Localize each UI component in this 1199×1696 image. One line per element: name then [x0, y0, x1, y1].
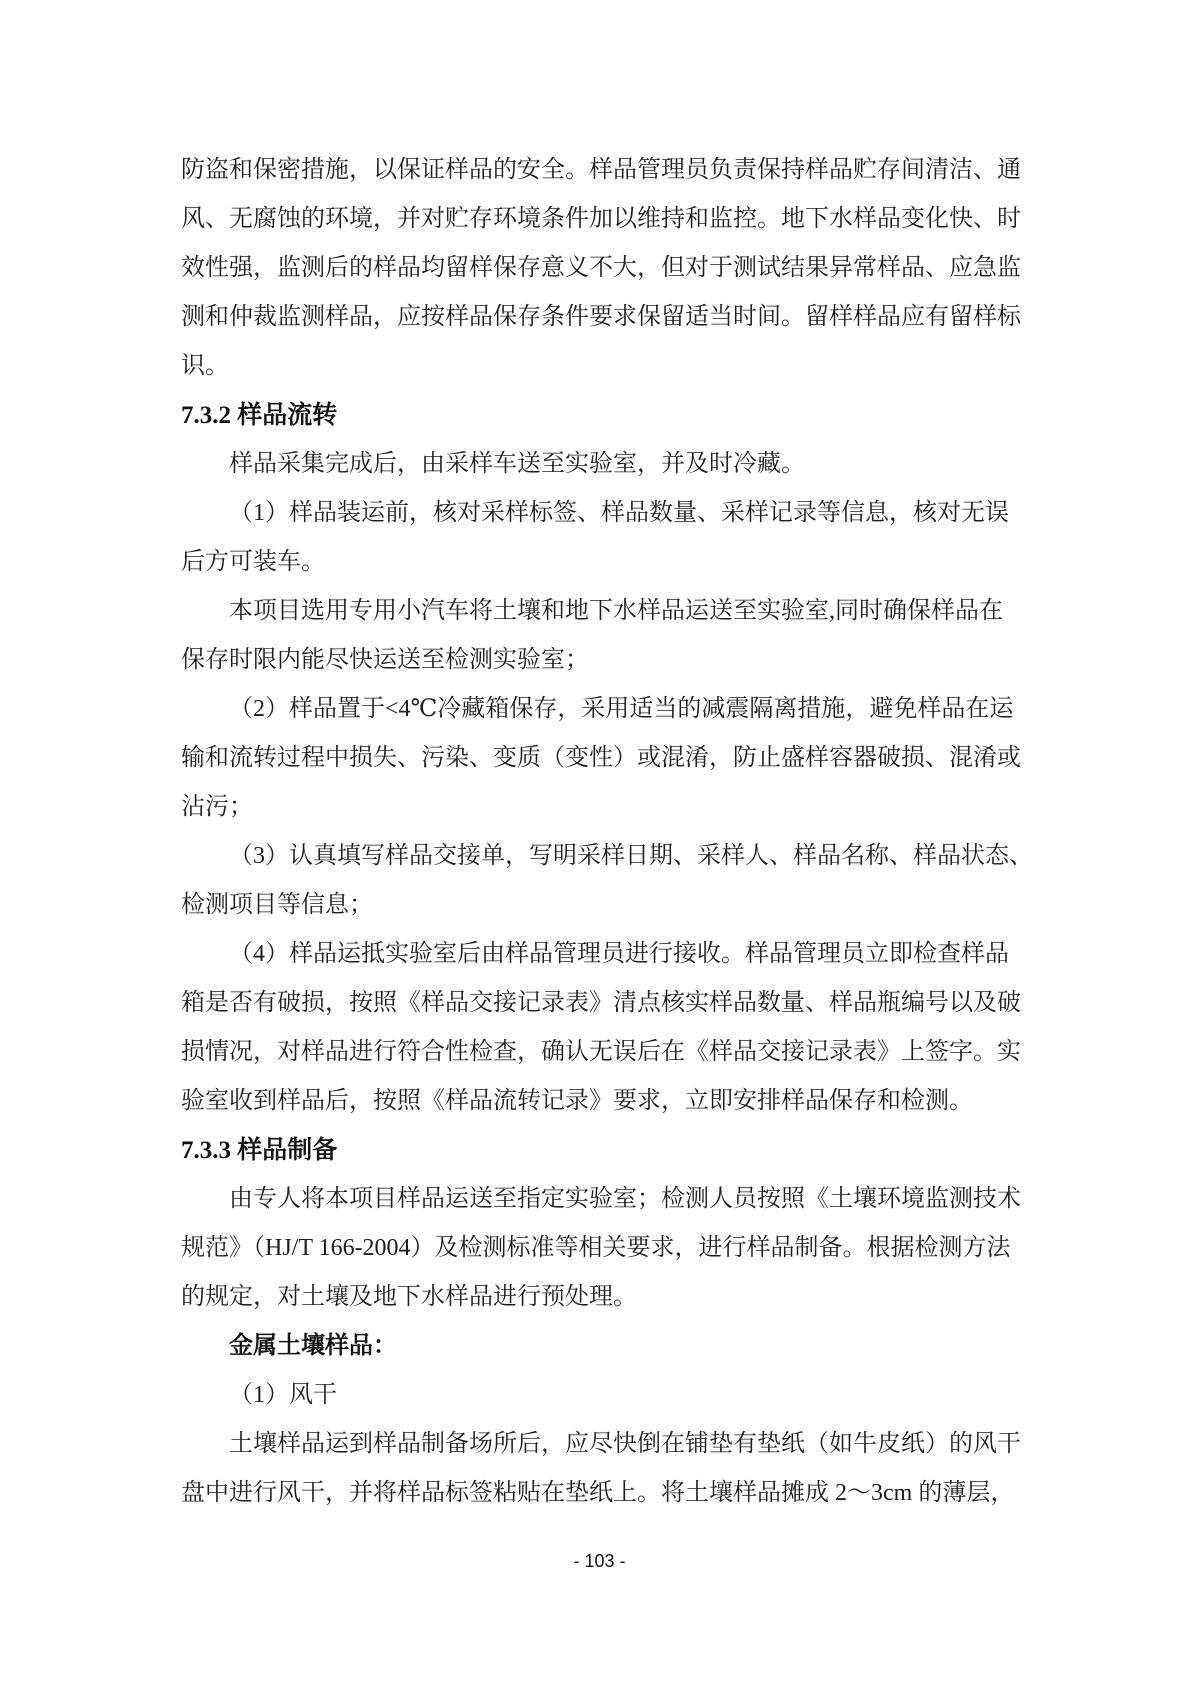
text-line: 输和流转过程中损失、污染、变质（变性）或混淆，防止盛样容器破损、混淆或 [181, 745, 1021, 771]
text-line: 测和仲裁监测样品，应按样品保存条件要求保留适当时间。留样样品应有留样标 [181, 304, 1021, 330]
text-line: 土壤样品运到样品制备场所后，应尽快倒在铺垫有垫纸（如牛皮纸）的风干 [229, 1431, 1021, 1457]
page-number: - 103 - [573, 1551, 626, 1571]
text-line: 箱是否有破损，按照《样品交接记录表》清点核实样品数量、样品瓶编号以及破 [181, 990, 1021, 1016]
subheading-metal-soil-samples: 金属土壤样品： [229, 1333, 397, 1359]
text-line: 样品采集完成后，由采样车送至实验室，并及时冷藏。 [229, 451, 805, 477]
text-line: 由专人将本项目样品运送至指定实验室；检测人员按照《土壤环境监测技术 [229, 1186, 1021, 1212]
text-line: 防盗和保密措施，以保证样品的安全。样品管理员负责保持样品贮存间清洁、通 [181, 157, 1021, 183]
document-body [181, 146, 1039, 1518]
text-line: 效性强，监测后的样品均留样保存意义不大，但对于测试结果异常样品、应急监 [181, 255, 1021, 281]
heading-7-3-3: 7.3.3 样品制备 [181, 1137, 338, 1164]
heading-7-3-2: 7.3.2 样品流转 [181, 402, 338, 429]
text-line: 后方可装车。 [181, 549, 325, 575]
text-line: 保存时限内能尽快运送至检测实验室； [181, 647, 589, 673]
text-line: 沾污； [181, 794, 253, 820]
text-line: 验室收到样品后，按照《样品流转记录》要求，立即安排样品保存和检测。 [181, 1088, 973, 1114]
text-line: 的规定，对土壤及地下水样品进行预处理。 [181, 1284, 637, 1310]
text-line: （4）样品运抵实验室后由样品管理员进行接收。样品管理员立即检查样品 [229, 941, 1009, 967]
text-line: 检测项目等信息； [181, 892, 373, 918]
text-line: 规范》（HJ/T 166-2004）及检测标准等相关要求，进行样品制备。根据检测方法 [181, 1235, 1011, 1261]
text-line: 识。 [181, 353, 229, 379]
text-line: （1）风干 [229, 1382, 337, 1408]
text-line: （2）样品置于<4℃冷藏箱保存，采用适当的减震隔离措施，避免样品在运 [229, 696, 1014, 722]
text-line: 盘中进行风干，并将样品标签粘贴在垫纸上。将土壤样品摊成 2～3cm 的薄层， [181, 1480, 1015, 1506]
text-line: （3）认真填写样品交接单，写明采样日期、采样人、样品名称、样品状态、 [229, 843, 1033, 869]
text-line: （1）样品装运前，核对采样标签、样品数量、采样记录等信息，核对无误 [229, 500, 1009, 526]
text-line: 本项目选用专用小汽车将土壤和地下水样品运送至实验室,同时确保样品在 [229, 598, 1003, 624]
text-line: 损情况，对样品进行符合性检查，确认无误后在《样品交接记录表》上签字。实 [181, 1039, 1021, 1065]
text-line: 风、无腐蚀的环境，并对贮存环境条件加以维持和监控。地下水样品变化快、时 [181, 206, 1021, 232]
